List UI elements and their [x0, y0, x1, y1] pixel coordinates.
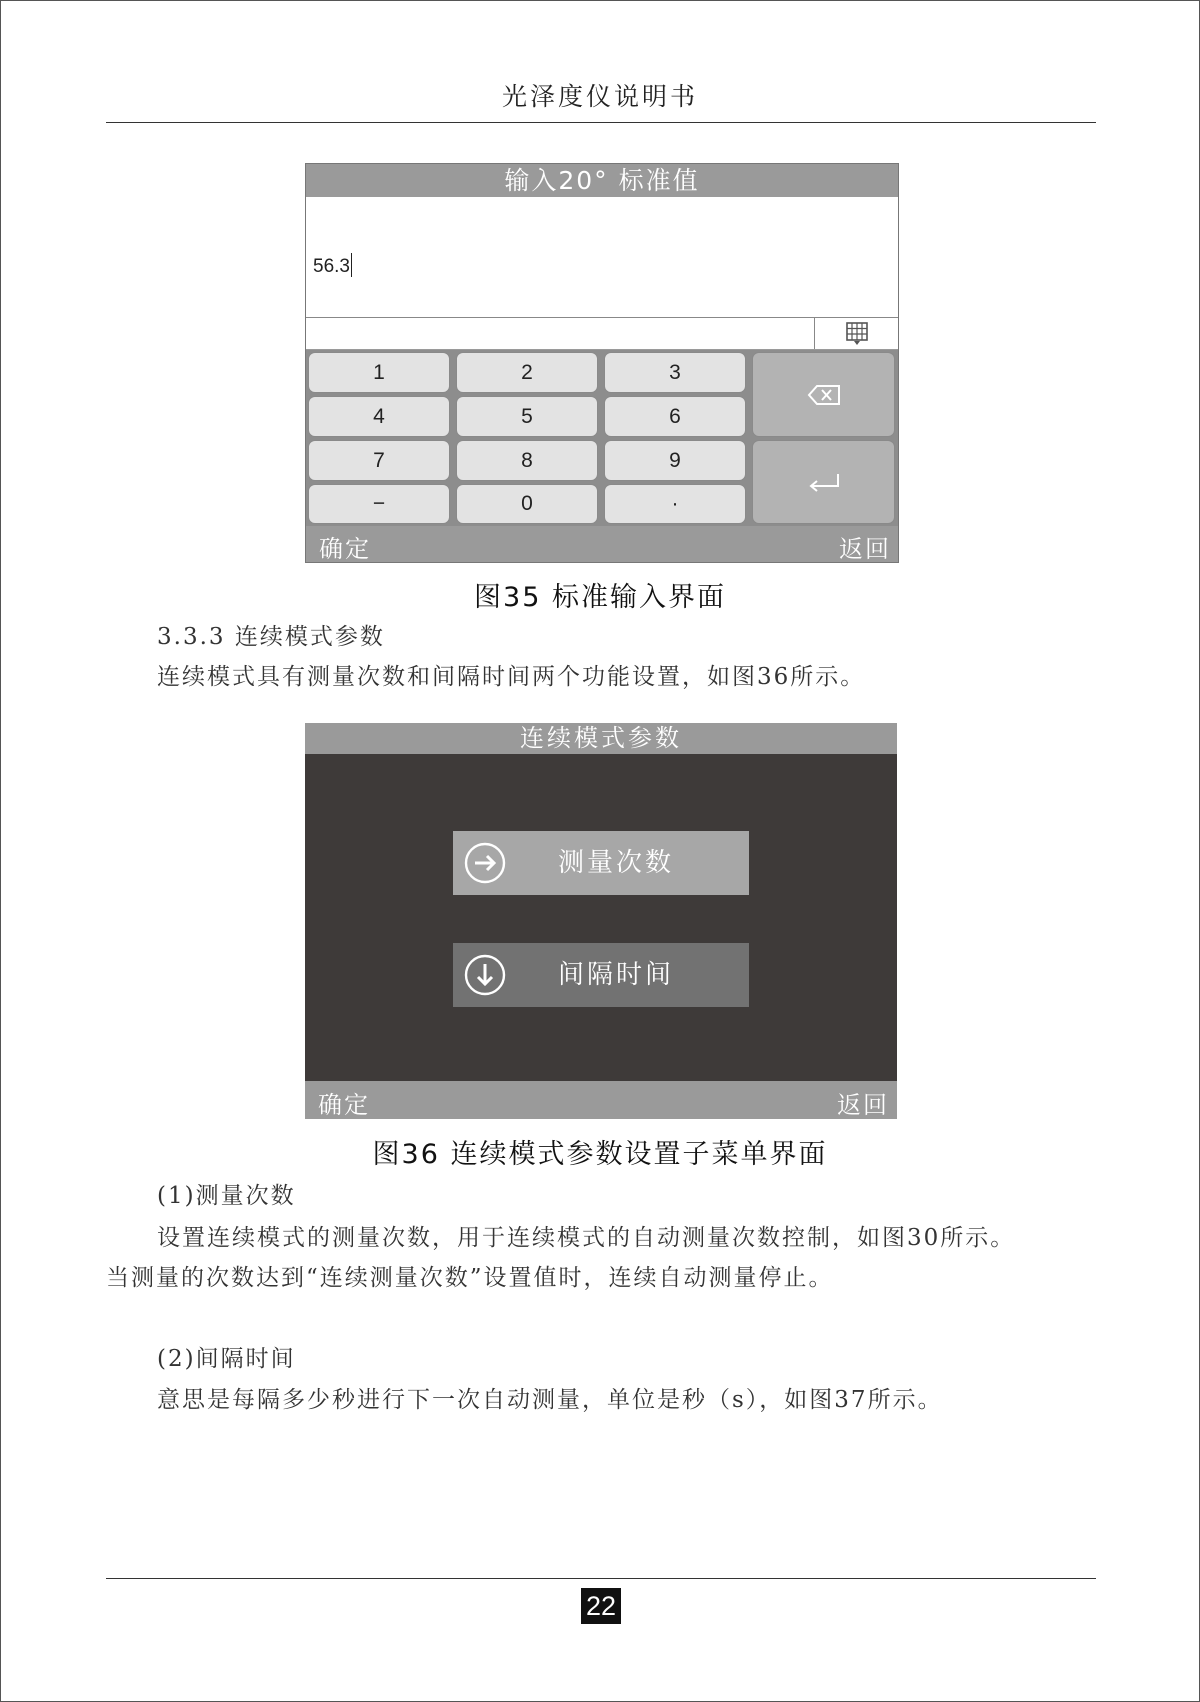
- text-caret: [351, 253, 352, 277]
- figure-36-caption: 图36 连续模式参数设置子菜单界面: [372, 1139, 828, 1170]
- measure-count-button[interactable]: [453, 831, 749, 895]
- interval-time-button[interactable]: [453, 943, 749, 1007]
- key-3[interactable]: 3: [604, 352, 746, 393]
- key-dot[interactable]: ·: [604, 484, 746, 524]
- footer-divider: [106, 1578, 1096, 1579]
- standard-input-screen: [305, 163, 899, 563]
- confirm-button[interactable]: 确定: [318, 1091, 370, 1119]
- input-value-text: [313, 253, 352, 278]
- enter-key[interactable]: [752, 440, 895, 524]
- key-2[interactable]: 2: [456, 352, 598, 393]
- value-input-field[interactable]: [306, 197, 898, 318]
- screen-footer: [306, 526, 898, 562]
- arrow-down-circle-icon: [464, 954, 506, 996]
- key-7[interactable]: 7: [308, 440, 450, 481]
- key-minus[interactable]: −: [308, 484, 450, 524]
- header-divider: [106, 122, 1096, 123]
- screen-title: 输入20° 标准值: [306, 164, 898, 197]
- subsection-2-line-1: 意思是每隔多少秒进行下一次自动测量，单位是秒（s），如图37所示。: [157, 1387, 943, 1413]
- page-header: 光泽度仪说明书: [501, 82, 698, 111]
- subsection-1-line-1: 设置连续模式的测量次数，用于连续模式的自动测量次数控制，如图30所示。: [157, 1225, 1016, 1251]
- back-button[interactable]: 返回: [839, 535, 891, 563]
- subsection-1-heading: (1)测量次数: [157, 1183, 296, 1209]
- subsection-2-heading: (2)间隔时间: [157, 1346, 296, 1372]
- key-8[interactable]: 8: [456, 440, 598, 481]
- key-9[interactable]: 9: [604, 440, 746, 481]
- confirm-button[interactable]: 确定: [319, 535, 371, 563]
- screen-footer: [305, 1081, 897, 1119]
- continuous-mode-params-screen: [305, 723, 897, 1119]
- measure-count-label: 测量次数: [558, 848, 675, 878]
- screen-title: 连续模式参数: [305, 723, 897, 754]
- numeric-keypad: [306, 350, 898, 526]
- key-5[interactable]: 5: [456, 396, 598, 437]
- section-heading: 3.3.3 连续模式参数: [157, 624, 385, 650]
- back-button[interactable]: 返回: [837, 1091, 889, 1119]
- arrow-right-circle-icon: [464, 842, 506, 884]
- key-1[interactable]: 1: [308, 352, 450, 393]
- section-intro: 连续模式具有测量次数和间隔时间两个功能设置，如图36所示。: [157, 664, 866, 690]
- subsection-1-line-2: 当测量的次数达到“连续测量次数”设置值时，连续自动测量停止。: [106, 1265, 834, 1291]
- keyboard-icon: [845, 322, 869, 346]
- backspace-icon: [807, 384, 841, 406]
- key-0[interactable]: 0: [456, 484, 598, 524]
- enter-icon: [807, 471, 841, 493]
- figure-35-caption: 图35 标准输入界面: [474, 582, 726, 613]
- page-number: 22: [581, 1588, 621, 1624]
- backspace-key[interactable]: [752, 352, 895, 437]
- interval-time-label: 间隔时间: [558, 960, 675, 990]
- candidate-bar: [306, 318, 898, 349]
- key-6[interactable]: 6: [604, 396, 746, 437]
- keyboard-toggle-button[interactable]: [814, 318, 898, 349]
- input-value: 56.3: [313, 256, 350, 277]
- key-4[interactable]: 4: [308, 396, 450, 437]
